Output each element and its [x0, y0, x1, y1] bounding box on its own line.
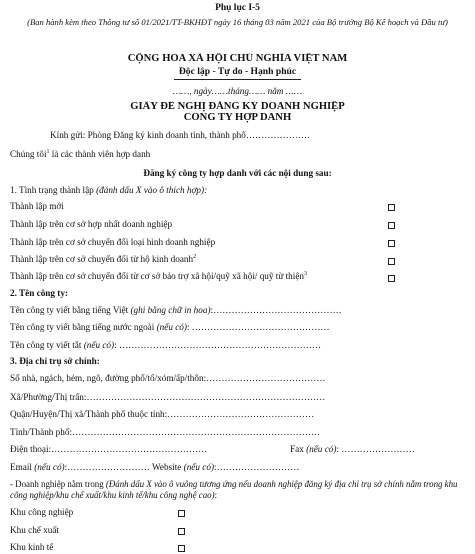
email-website-field[interactable]: Email (nếu có):……………………… Website (nếu có):……………………… [10, 462, 300, 472]
fax-field[interactable]: Fax (nếu có): …………………… [290, 444, 415, 454]
province-field[interactable]: Tỉnh/Thành phố:……………………………………………………………………… [10, 427, 321, 437]
motto-underline [174, 79, 301, 80]
addressee-line: Kính gửi: Phòng Đăng ký kinh doanh tỉnh, thành phố………………… [50, 130, 311, 140]
national-motto: Độc lập - Tự do - Hạnh phúc [178, 66, 297, 77]
appendix-label: Phụ lục I-5 [215, 3, 260, 13]
section-3-title: 3. Địa chỉ trụ sở chính: [10, 356, 100, 366]
street-address-field[interactable]: Số nhà, ngách, hẻm, ngõ, đường phố/tổ/xóm/ấp/thôn:………………………………… [10, 373, 326, 383]
option-new: Thành lập mới [10, 201, 64, 211]
intro-text-b: là các thành viên hợp danh [49, 149, 151, 159]
checkbox-new[interactable] [388, 204, 395, 211]
option-merge: Thành lập trên cơ sở hợp nhất doanh nghiệp [10, 219, 173, 229]
checkbox-household[interactable] [388, 258, 395, 265]
zone-economic: Khu kinh tế [10, 542, 54, 552]
checkbox-export-zone[interactable] [178, 528, 185, 535]
zone-export: Khu chế xuất [10, 525, 59, 535]
section-2-title: 2. Tên công ty: [10, 288, 69, 298]
company-name-foreign-field[interactable]: Tên công ty viết bằng tiếng nước ngoài (nếu có): ……………………………………… [10, 322, 330, 332]
intro-text-a: Chúng tôi [10, 149, 47, 159]
option-convert-type: Thành lập trên cơ sở chuyển đổi loại hình doanh nghiệp [10, 237, 216, 247]
checkbox-industrial-zone[interactable] [178, 510, 185, 517]
intro-line [10, 149, 150, 160]
checkbox-merge[interactable] [388, 222, 395, 229]
phone-field[interactable]: Điện thoại:…………………………………………… [10, 444, 208, 454]
checkbox-social-fund[interactable] [388, 275, 395, 282]
company-name-vi-field[interactable]: Tên công ty viết bằng tiếng Việt (ghi bằng chữ in hoa):…………………………………… [10, 305, 342, 315]
zone-instruction: - Doanh nghiệp nằm trong (Đánh dấu X vào ô vuông tương ứng nếu doanh nghiệp đăng ký địa chỉ trụ sở chính nằm trong khu công nghiệp/khu chế xuất/khu kinh tế/khu công nghệ cao): [10, 479, 458, 500]
zone-industrial: Khu công nghiệp [10, 507, 74, 517]
footnote-ref-1: 1 [46, 149, 50, 155]
district-field[interactable]: Quận/Huyện/Thị xã/Thành phố thuộc tỉnh:………………………………………… [10, 409, 315, 419]
document-subtitle: CÔNG TY HỢP DANH [183, 112, 292, 123]
ward-field[interactable]: Xã/Phường/Thị trấn:…………………………………………………………………… [10, 392, 326, 402]
country-name: CỘNG HÒA XÃ HỘI CHỦ NGHĨA VIỆT NAM [127, 53, 348, 64]
option-household: Thành lập trên cơ sở chuyển đổi từ hộ kinh doanh$^2$ [10, 254, 197, 264]
company-name-abbr-field[interactable]: Tên công ty viết tắt (nếu có): ………………………………………………………… [10, 340, 322, 350]
date-line: ……, ngày……tháng…… năm …… [172, 86, 303, 96]
section-1-title: 1. Tình trạng thành lập (đánh dấu X vào ô thích hợp): [10, 185, 208, 195]
checkbox-convert-type[interactable] [388, 240, 395, 247]
footnote-ref-2: 2 [193, 254, 197, 260]
footnote-ref-3: 3 [304, 271, 307, 277]
register-heading: Đăng ký công ty hợp danh với các nội dung sau: [143, 168, 332, 178]
option-social-fund: Thành lập trên cơ sở chuyển đổi từ cơ sở bảo trợ xã hội/quỹ xã hội/ quỹ từ thiện$^3$ [10, 271, 307, 281]
document-title: GIẤY ĐỀ NGHỊ ĐĂNG KÝ DOANH NGHIỆP [130, 101, 345, 112]
issued-note: (Ban hành kèm theo Thông tư số 01/2021/TT-BKHĐT ngày 16 tháng 03 năm 2021 của Bộ trưởng Bộ Kế hoạch và Đầu tư) [27, 17, 448, 27]
checkbox-economic-zone[interactable] [178, 545, 185, 552]
